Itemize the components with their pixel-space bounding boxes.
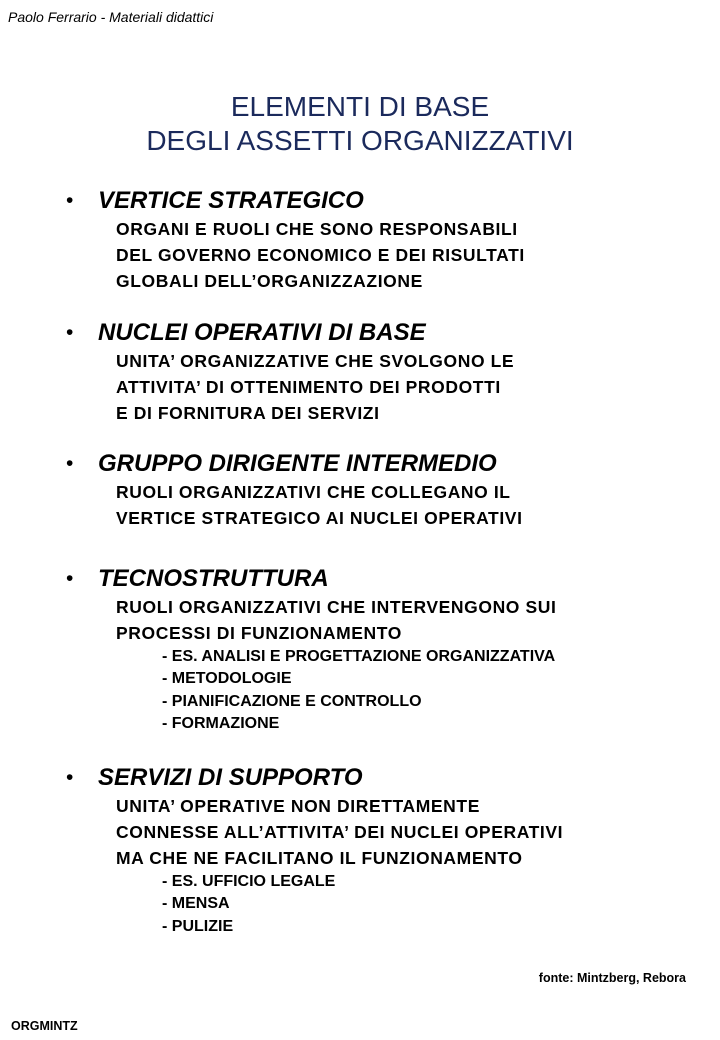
bullet-icon: • (66, 189, 74, 212)
subitem: - MENSA (162, 895, 230, 913)
section-heading: GRUPPO DIRIGENTE INTERMEDIO (98, 450, 497, 477)
source-citation: fonte: Mintzberg, Rebora (538, 971, 686, 985)
description-line: VERTICE STRATEGICO AI NUCLEI OPERATIVI (116, 508, 523, 528)
bullet-icon: • (66, 567, 74, 590)
description-line: ORGANI E RUOLI CHE SONO RESPONSABILI (116, 219, 518, 239)
description-line: ATTIVITA’ DI OTTENIMENTO DEI PRODOTTI (116, 377, 501, 397)
section-nuclei-operativi (66, 318, 706, 426)
title-line-2: DEGLI ASSETTI ORGANIZZATIVI (146, 125, 574, 156)
subitem: - METODOLOGIE (162, 670, 292, 688)
bullet-icon: • (66, 452, 74, 475)
document-code: ORGMINTZ (11, 1019, 78, 1033)
section-description (116, 594, 706, 646)
section-description (116, 348, 706, 426)
section-heading: VERTICE STRATEGICO (98, 187, 364, 214)
description-line: RUOLI ORGANIZZATIVI CHE INTERVENGONO SUI (116, 597, 557, 617)
page-title (0, 90, 720, 158)
section-heading: TECNOSTRUTTURA (98, 565, 329, 592)
description-line: UNITA’ ORGANIZZATIVE CHE SVOLGONO LE (116, 351, 515, 371)
section-tecnostruttura (66, 564, 706, 736)
description-line: UNITA’ OPERATIVE NON DIRETTAMENTE (116, 796, 480, 816)
description-line: E DI FORNITURA DEI SERVIZI (116, 403, 380, 423)
bullet-icon: • (66, 321, 74, 344)
bullet-icon: • (66, 766, 74, 789)
description-line: RUOLI ORGANIZZATIVI CHE COLLEGANO IL (116, 482, 511, 502)
section-heading: NUCLEI OPERATIVI DI BASE (98, 319, 426, 346)
section-description (116, 793, 706, 871)
subitem: - PIANIFICAZIONE E CONTROLLO (162, 692, 422, 710)
page-header: Paolo Ferrario - Materiali didattici (8, 9, 214, 25)
title-line-1: ELEMENTI DI BASE (230, 91, 490, 122)
description-line: CONNESSE ALL’ATTIVITA’ DEI NUCLEI OPERATIVI (116, 822, 564, 842)
subitem: - PULIZIE (162, 917, 234, 935)
section-heading: SERVIZI DI SUPPORTO (98, 764, 363, 791)
section-servizi-supporto (66, 763, 706, 938)
section-description (116, 216, 706, 294)
subitem: - ES. ANALISI E PROGETTAZIONE ORGANIZZATIVA (162, 648, 556, 665)
section-description (116, 479, 706, 531)
section-vertice-strategico (66, 186, 706, 294)
section-subitems (162, 646, 706, 736)
description-line: PROCESSI DI FUNZIONAMENTO (116, 623, 402, 643)
description-line: MA CHE NE FACILITANO IL FUNZIONAMENTO (116, 848, 523, 868)
subitem: - ES. UFFICIO LEGALE (162, 873, 336, 890)
subitem: - FORMAZIONE (162, 715, 280, 733)
section-subitems (162, 871, 706, 938)
section-gruppo-dirigente (66, 449, 706, 531)
description-line: DEL GOVERNO ECONOMICO E DEI RISULTATI (116, 245, 525, 265)
description-line: GLOBALI DELL’ORGANIZZAZIONE (116, 271, 423, 291)
